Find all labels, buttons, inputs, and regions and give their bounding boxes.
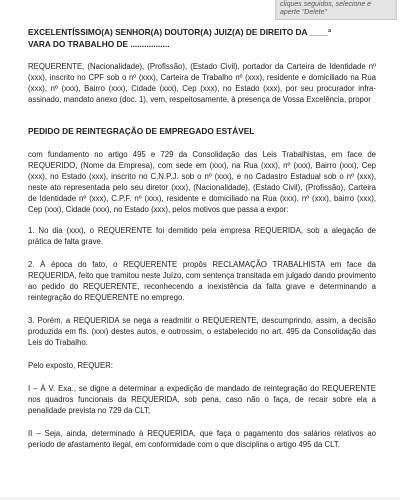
body-paragraph-3: 3. Porém, a REQUERIDA se nega a readmitir o REQUERENTE, descumprindo, assim, a decisão produzida em fls. (xxx) destes autos, e outrossim, o estabelecido no art. 495 da Consolidação das Leis do Trabalho. xyxy=(28,316,376,347)
body-paragraph-1: 1. No dia (xxx), o REQUERENTE foi demitido pela empresa REQUERIDA, sob a alegação de prática de falta grave. xyxy=(28,226,376,246)
editing-hint-box xyxy=(275,0,397,20)
request-intro: Pelo exposto, REQUER: xyxy=(28,361,113,370)
court-heading xyxy=(28,26,376,50)
petition-title: PEDIDO DE REINTEGRAÇÃO DE EMPREGADO ESTÁVEL xyxy=(28,126,255,136)
document-page xyxy=(28,26,376,460)
editing-hint-text: cliques seguidos, selecione e aperte "Delete" xyxy=(280,1,372,16)
body-paragraph-2: 2. À época do fato, o REQUERENTE propôs RECLAMAÇÃO TRABALHISTA em face da REQUERIDA, feito que tramitou neste Juízo, com sentença transitada em julgado dando provimento ao pedido do REQUERENTE, reconhecendo a inexistência da falta grave e determinando a reintegração do REQUERENTE no emprego. xyxy=(28,260,376,302)
court-heading-line-1: EXCELENTÍSSIMO(A) SENHOR(A) DOUTOR(A) JUIZ(A) DE DIREITO DA ____ª xyxy=(28,27,332,37)
court-heading-line-2: VARA DO TRABALHO DE ................. xyxy=(28,39,170,49)
request-item-2: II – Seja, ainda, determinado à REQUERIDA, que faça o pagamento dos salários relativos ao período de afastamento ilegal, em conformidade com o que disciplina o artigo 495 da CLT. xyxy=(28,429,376,449)
request-item-1: I – À V. Exa., se digne a determinar a expedição de mandado de reintegração do REQUERENTE nos quadros funcionais da REQUERIDA, sob pena, caso não o faça, de recair sobre ela a penalidade prevista no 729 da CLT; xyxy=(28,384,376,415)
body-paragraph-basis: com fundamento no artigo 495 e 729 da Consolidação das Leis Trabalhistas, em face de REQUERIDO, (Nome da Empresa), com sede em (xxx), na Rua (xxx), nº (xxx), Bairro (xxx), Cep (xxx), no Estado (xxx), inscrito no C.N.P.J. sob o nº (xxx), e no Cadastro Estadual sob o nº (xxx), neste ato representada pelo seu diretor (xxx), (Nacionalidade), (Estado Civil), (Profissão), Carteira de Identidade nº (xxx), C.P.F. nº (xxx), residente e domiciliado na Rua (xxx), nº (xxx), bairro (xxx), Cep (xxx), Cidade (xxx), no Estado (xxx), pelos motivos que passa a expor: xyxy=(28,150,376,214)
intro-paragraph: REQUERENTE, (Nacionalidade), (Profissão), (Estado Civil), portador da Carteira de Identidade nº (xxx), inscrito no CPF sob o nº (xxx), Carteira de Trabalho nº (xxx), residente e domiciliado na Rua (xxx), nº (xxx), Bairro (xxx), Cidade (xxx), Cep (xxx), no Estado (xxx), por seu procurador infra-assinado, mandato anexo (doc. 1), vem, respeitosamente, à presença de Vossa Excelência, propor xyxy=(28,62,376,104)
